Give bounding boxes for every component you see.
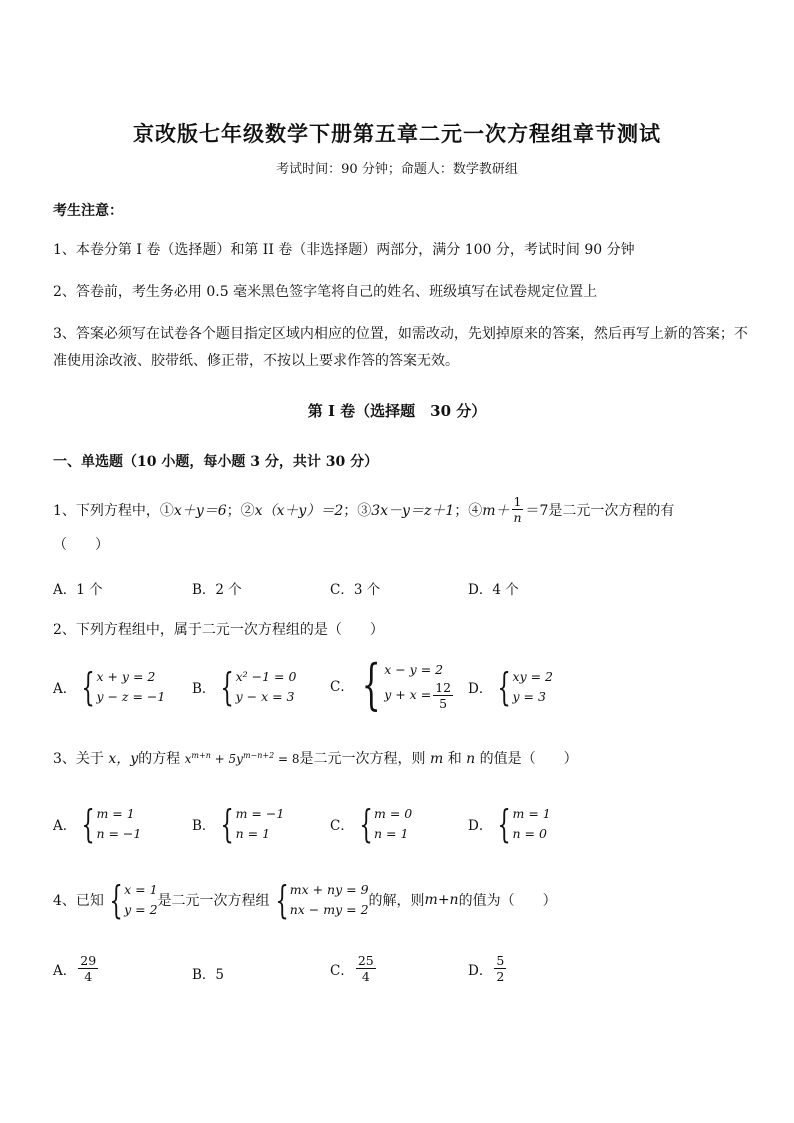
q3-b-line2: n = 1 (235, 826, 271, 841)
q3-eq-y: + 5y (210, 752, 243, 766)
q3-end: 的值是（ ） (475, 751, 578, 767)
q1-sep1: ；② (226, 502, 255, 519)
q4-option-a[interactable] (53, 953, 100, 984)
q2-c-frac-den: 5 (439, 695, 448, 711)
brace-icon: { (109, 878, 123, 922)
q1-sep3: ；④ (454, 502, 483, 519)
q2-d-line2: y = 3 (512, 689, 546, 704)
brace-icon: { (361, 653, 381, 716)
q2-b-line2: y − x = 3 (235, 689, 295, 704)
brace-icon: { (497, 665, 512, 709)
q2-b-label: B． (192, 681, 216, 697)
q3-eq-rhs: = 8 (274, 752, 300, 766)
q3-vars: x，y (108, 751, 139, 767)
q1-eq3: 3x－y＝z＋1 (371, 502, 455, 519)
q3-c-label: C． (330, 818, 354, 834)
brace-icon: { (274, 878, 289, 922)
q2-d-label: D． (468, 681, 493, 697)
q3-b-line1: m = −1 (235, 806, 285, 821)
brace-icon: { (497, 802, 512, 846)
q3-a-line2: n = −1 (96, 826, 142, 841)
q3-eq-x: x (184, 752, 192, 766)
part-heading: 一、单选题（10 小题，每小题 3 分，共计 30 分） (53, 454, 379, 470)
q2-c-line2: y + x = (384, 687, 432, 702)
q2-a-label: A． (53, 681, 77, 697)
q1-frac-den: n (513, 510, 522, 525)
page-title: 京改版七年级数学下册第五章二元一次方程组章节测试 (133, 121, 661, 146)
section-title: 第 I 卷（选择题 30 分） (307, 402, 487, 420)
q4-mid: 是二元一次方程组 (157, 893, 270, 909)
q1-option-c[interactable]: C．3 个 (330, 582, 381, 598)
question-1 (53, 494, 674, 525)
q3-d-label: D． (468, 818, 493, 834)
q2-option-c[interactable] (330, 653, 455, 716)
q4-prefix: 4、已知 (53, 893, 104, 909)
notice-2: 2、答卷前，考生务必用 0.5 毫米黑色签字笔将自己的姓名、班级填写在试卷规定位置上 (53, 284, 598, 300)
q3-suffix: 是二元一次方程，则 (299, 751, 430, 767)
q4-sys2-line1: mx + ny = 9 (289, 882, 369, 897)
q4-mn: m+n (424, 892, 459, 908)
q4-a-den: 4 (84, 969, 93, 984)
notice-heading: 考生注意： (53, 203, 123, 219)
q1-frac-num: 1 (513, 494, 522, 509)
q4-end: 的值为（ ） (458, 893, 557, 909)
brace-icon: { (220, 802, 235, 846)
q1-eq4b: ＝7 (525, 502, 549, 519)
q4-a-num: 29 (80, 953, 97, 968)
q2-option-a[interactable] (53, 667, 165, 707)
q4-option-c[interactable] (330, 953, 378, 984)
q2-c-line1: x − y = 2 (384, 661, 444, 677)
q1-option-a[interactable]: A．1 个 (53, 582, 103, 598)
q3-option-d[interactable] (468, 804, 551, 844)
q3-a-line1: m = 1 (96, 806, 135, 821)
q3-c-line1: m = 0 (374, 806, 413, 821)
q2-d-line1: xy = 2 (512, 669, 554, 684)
brace-icon: { (81, 802, 95, 846)
q3-b-label: B． (192, 818, 216, 834)
q4-sys1-line2: y = 2 (124, 902, 158, 917)
q4-sys2-line2: nx − my = 2 (289, 902, 369, 917)
q3-n: n (466, 751, 476, 767)
brace-icon: { (81, 665, 95, 709)
q3-d-line1: m = 1 (512, 806, 551, 821)
question-3 (53, 748, 578, 768)
q1-eq4a: m＋ (482, 502, 510, 519)
q3-exp2: m−n+2 (242, 751, 275, 760)
q1-prefix: 1、下列方程中，① (53, 502, 174, 519)
q2-a-line2: y − z = −1 (96, 689, 166, 704)
q4-option-b[interactable]: B．5 (192, 967, 225, 983)
q2-b-line1: x² −1 = 0 (235, 669, 297, 684)
notice-1: 1、本卷分第 I 卷（选择题）和第 II 卷（非选择题）两部分，满分 100 分，考试时间 90 分钟 (53, 242, 635, 258)
q3-prefix: 3、关于 (53, 751, 109, 767)
q2-a-line1: x + y = 2 (96, 669, 156, 684)
q3-option-b[interactable] (192, 804, 284, 844)
q1-option-d[interactable]: D．4 个 (468, 582, 519, 598)
q4-a-label: A． (53, 962, 77, 979)
q3-a-label: A． (53, 818, 77, 834)
brace-icon: { (220, 665, 235, 709)
q4-suffix: 的解，则 (368, 893, 425, 909)
q2-option-b[interactable] (192, 667, 296, 707)
q1-option-b[interactable]: B．2 个 (192, 582, 242, 598)
q1-suffix: 是二元一次方程的有 (548, 502, 675, 519)
q3-exp1: m+n (191, 751, 211, 760)
question-4 (53, 880, 557, 920)
q3-m: m (429, 751, 444, 767)
q3-option-a[interactable] (53, 804, 141, 844)
q4-c-den: 4 (361, 969, 370, 984)
q4-sys1-line1: x = 1 (124, 882, 158, 897)
q3-equation (185, 752, 300, 766)
q3-and: 和 (443, 751, 467, 767)
q3-mid: 的方程 (138, 751, 185, 767)
q4-d-den: 2 (496, 969, 505, 984)
q1-sep2: ；③ (343, 502, 372, 519)
q1-eq2: x（x＋y）＝2 (254, 502, 344, 519)
q4-d-num: 5 (496, 953, 505, 968)
q1-paren: （ ） (53, 537, 109, 553)
q2-c-label: C． (330, 679, 354, 695)
brace-icon: { (359, 802, 373, 846)
q3-c-line2: n = 1 (374, 826, 409, 841)
notice-3: 3、答案必须写在试卷各个题目指定区域内相应的位置，如需改动，先划掉原来的答案，然后再写上新的答案；不准使用涂改液、胶带纸、修正带，不按以上要求作答的答案无效。 (53, 326, 748, 369)
question-2: 2、下列方程组中，属于二元一次方程组的是（ ） (53, 622, 384, 638)
q3-d-line2: n = 0 (512, 826, 547, 841)
q1-eq1: x＋y＝6 (173, 502, 227, 519)
q4-c-num: 25 (357, 953, 374, 968)
q3-option-c[interactable] (330, 804, 412, 844)
exam-info: 考试时间：90 分钟；命题人：数学教研组 (276, 162, 518, 177)
q2-option-d[interactable] (468, 667, 553, 707)
q4-option-d[interactable] (468, 953, 508, 984)
q4-c-label: C． (330, 962, 354, 979)
q1-fraction (512, 494, 524, 525)
q2-c-frac-num: 12 (435, 679, 452, 695)
q4-d-label: D． (468, 962, 493, 979)
